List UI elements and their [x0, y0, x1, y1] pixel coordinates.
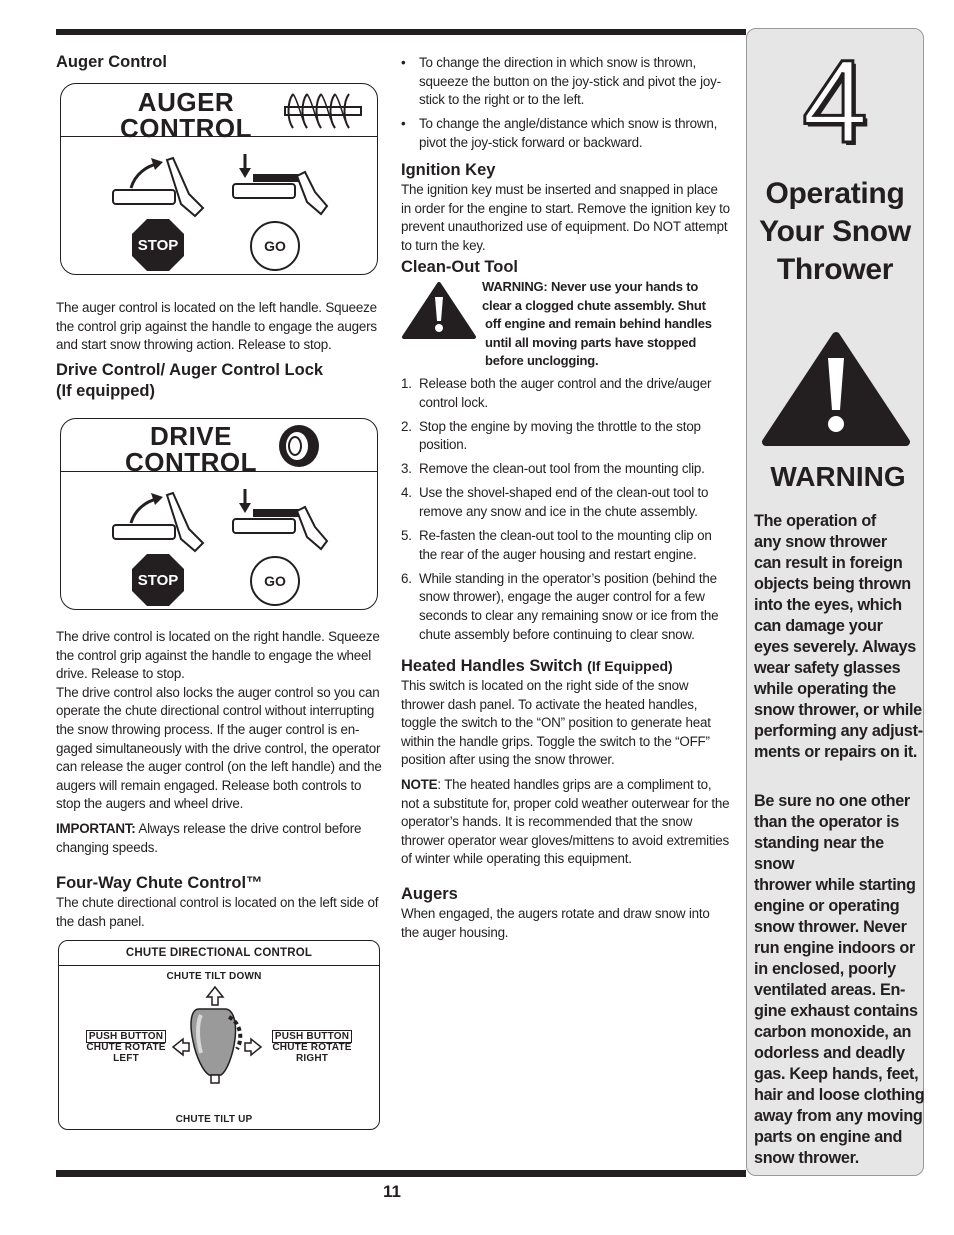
rotate-left-label-1: CHUTE ROTATE: [86, 1042, 166, 1053]
push-button-left-label: PUSH BUTTON: [86, 1030, 166, 1043]
push-button-right-label: PUSH BUTTON: [272, 1030, 352, 1043]
stop-sign-icon: [131, 553, 185, 607]
list-item: • To change the direction in which snow is thrown, squeeze the button on the joy-stick and pivot the joy-stick to the right or to the left.: [401, 54, 731, 110]
warning-triangle-icon: [401, 281, 477, 341]
auger-figure-title-1: AUGER: [137, 87, 235, 117]
rotate-left-label-2: LEFT: [113, 1053, 139, 1064]
stop-label: STOP: [137, 237, 179, 254]
important-note: [56, 820, 386, 857]
lever-engaged-icon: [231, 152, 331, 224]
right-column: [401, 54, 731, 158]
ignition-key-text: The ignition key must be inserted and snapped in place in order for the engine to start. Remove the ignition key to prevent unauthorized use of equipment. Do NOT attempt to turn the key.: [401, 182, 730, 253]
list-item: • To change the angle/distance which snow is thrown, pivot the joy-stick forward or backward.: [401, 115, 731, 152]
clean-out-tool-heading: Clean-Out Tool: [401, 258, 519, 276]
auger-control-heading: Auger Control: [56, 53, 167, 71]
clean-out-steps: [401, 375, 731, 644]
clean-out-warning: WARNING: Never use your hands to clear a clogged chute assembly. Shut off engine and remain behind handles until all moving parts have stopped before unclogging.: [482, 279, 712, 369]
go-circle-icon: [249, 555, 301, 607]
four-way-chute-heading: Four-Way Chute Control™: [56, 874, 263, 892]
list-item: 3. Remove the clean-out tool from the mounting clip.: [401, 461, 705, 477]
drive-figure-title-1: DRIVE: [150, 421, 232, 451]
list-item: 2. Stop the engine by moving the throttle to the stop position.: [401, 418, 701, 453]
important-text: Always release the drive control before changing speeds.: [56, 820, 362, 855]
list-item: 4. Use the shovel-shaped end of the clean-out tool to remove any snow and ice in the chute assembly.: [401, 485, 709, 520]
heated-handles-note: NOTE: The heated handles grips are a compliment to, not a substitute for, proper cold weather outerwear for the operator’s hands. It is recommended that the snow thrower operator wear gloves/mittens to avoid extremities of winter while operating this equipment.: [401, 776, 730, 867]
drive-control-text-2: The drive control also locks the auger control so you can operate the chute directional control without interrupting the snow throwing process. If the auger control is en-gaged simultaneously with the drive control, the operator can release the auger control (on the left handle) and the augers will remain engaged. Release both controls to stop the augers and wheel drive.: [56, 684, 382, 812]
auger-icon: [283, 88, 363, 134]
bottom-rule: [56, 1170, 746, 1177]
top-rule: [56, 29, 746, 35]
chute-bullets: [401, 54, 731, 152]
auger-control-text: The auger control is located on the left handle. Squeeze the control grip against the handle to engage the augers and start snow throwing action. Release to stop.: [56, 300, 377, 353]
rotate-right-label-2: RIGHT: [295, 1053, 329, 1064]
stop-label: STOP: [137, 572, 179, 589]
chapter-title: Operating Your Snow Thrower: [759, 177, 911, 286]
go-label: GO: [264, 573, 286, 589]
warning-paragraph-1: The operation of any snow thrower can result in foreign objects being thrown into the eyes, which can damage your eyes severely. Always wear safety glasses while operating the snow thrower, or while performing any adjust- ments or repairs on it.: [754, 512, 923, 761]
list-item: 6. While standing in the operator’s position (behind the snow thrower), engage the auger control for a few seconds to clear any remaining snow or ice from the chute assembly before continuing to clear snow.: [401, 570, 719, 642]
list-item: 1. Release both the auger control and the drive/auger control lock.: [401, 376, 712, 410]
chute-figure-title: CHUTE DIRECTIONAL CONTROL: [125, 947, 313, 959]
auger-control-figure: [60, 83, 378, 275]
augers-text: When engaged, the augers rotate and draw snow into the auger housing.: [401, 906, 710, 940]
stop-sign-icon: [131, 218, 185, 272]
joystick-icon: [169, 983, 269, 1111]
drive-figure-title-2: CONTROL: [124, 447, 258, 477]
chute-tilt-up-label: CHUTE TILT UP: [175, 1114, 253, 1125]
heated-handles-text: This switch is located on the right side of the snow thrower dash panel. To activate the heated handles, toggle the switch to the “ON” position to generate heat within the handle grips. Toggle the switch to the “OFF” position after using the snow thrower.: [401, 678, 711, 768]
lever-engaging-icon: [111, 489, 211, 559]
drive-control-figure: [60, 418, 378, 610]
go-label: GO: [264, 238, 286, 254]
drive-control-heading-2: (If equipped): [56, 382, 155, 400]
warning-triangle-icon: [760, 330, 912, 448]
important-label: IMPORTANT:: [56, 820, 136, 836]
warning-heading: WARNING: [770, 461, 906, 492]
left-column: [56, 52, 382, 73]
lever-engaged-icon: [231, 487, 331, 559]
augers-heading: Augers: [401, 885, 458, 903]
rotate-right-label-1: CHUTE ROTATE: [272, 1042, 352, 1053]
page-number: 11: [383, 1182, 401, 1201]
auger-figure-title-2: CONTROL: [119, 113, 253, 143]
warning-paragraph-2: Be sure no one other than the operator is standing near the snow thrower while starting engine or operating snow thrower. Never run engine indoors or in enclosed, poorly ventilated areas. En- gine exhaust contains carbon monoxide, an odorless and deadly gas. Keep hands, feet, hair and loose clothing away from any moving parts on engine and snow thrower.: [754, 792, 925, 1167]
list-item: 5. Re-fasten the clean-out tool to the mounting clip on the rear of the auger housing and restart engine.: [401, 528, 712, 562]
wheel-icon: [273, 423, 323, 469]
drive-control-heading-1: Drive Control/ Auger Control Lock: [56, 361, 324, 379]
chute-tilt-down-label: CHUTE TILT DOWN: [166, 971, 262, 982]
go-circle-icon: [249, 220, 301, 272]
drive-control-text-1: The drive control is located on the right handle. Squeeze the control grip against the handle to engage the wheel drive. Release to stop.: [56, 629, 380, 682]
lever-engaging-icon: [111, 154, 211, 224]
four-way-chute-text: The chute directional control is located on the left side of the dash panel.: [56, 895, 379, 929]
heated-handles-heading: Heated Handles Switch (If Equipped): [401, 657, 673, 675]
ignition-key-heading: Ignition Key: [401, 161, 496, 179]
chapter-number: 4: [802, 36, 868, 168]
chute-directional-figure: [58, 940, 380, 1130]
